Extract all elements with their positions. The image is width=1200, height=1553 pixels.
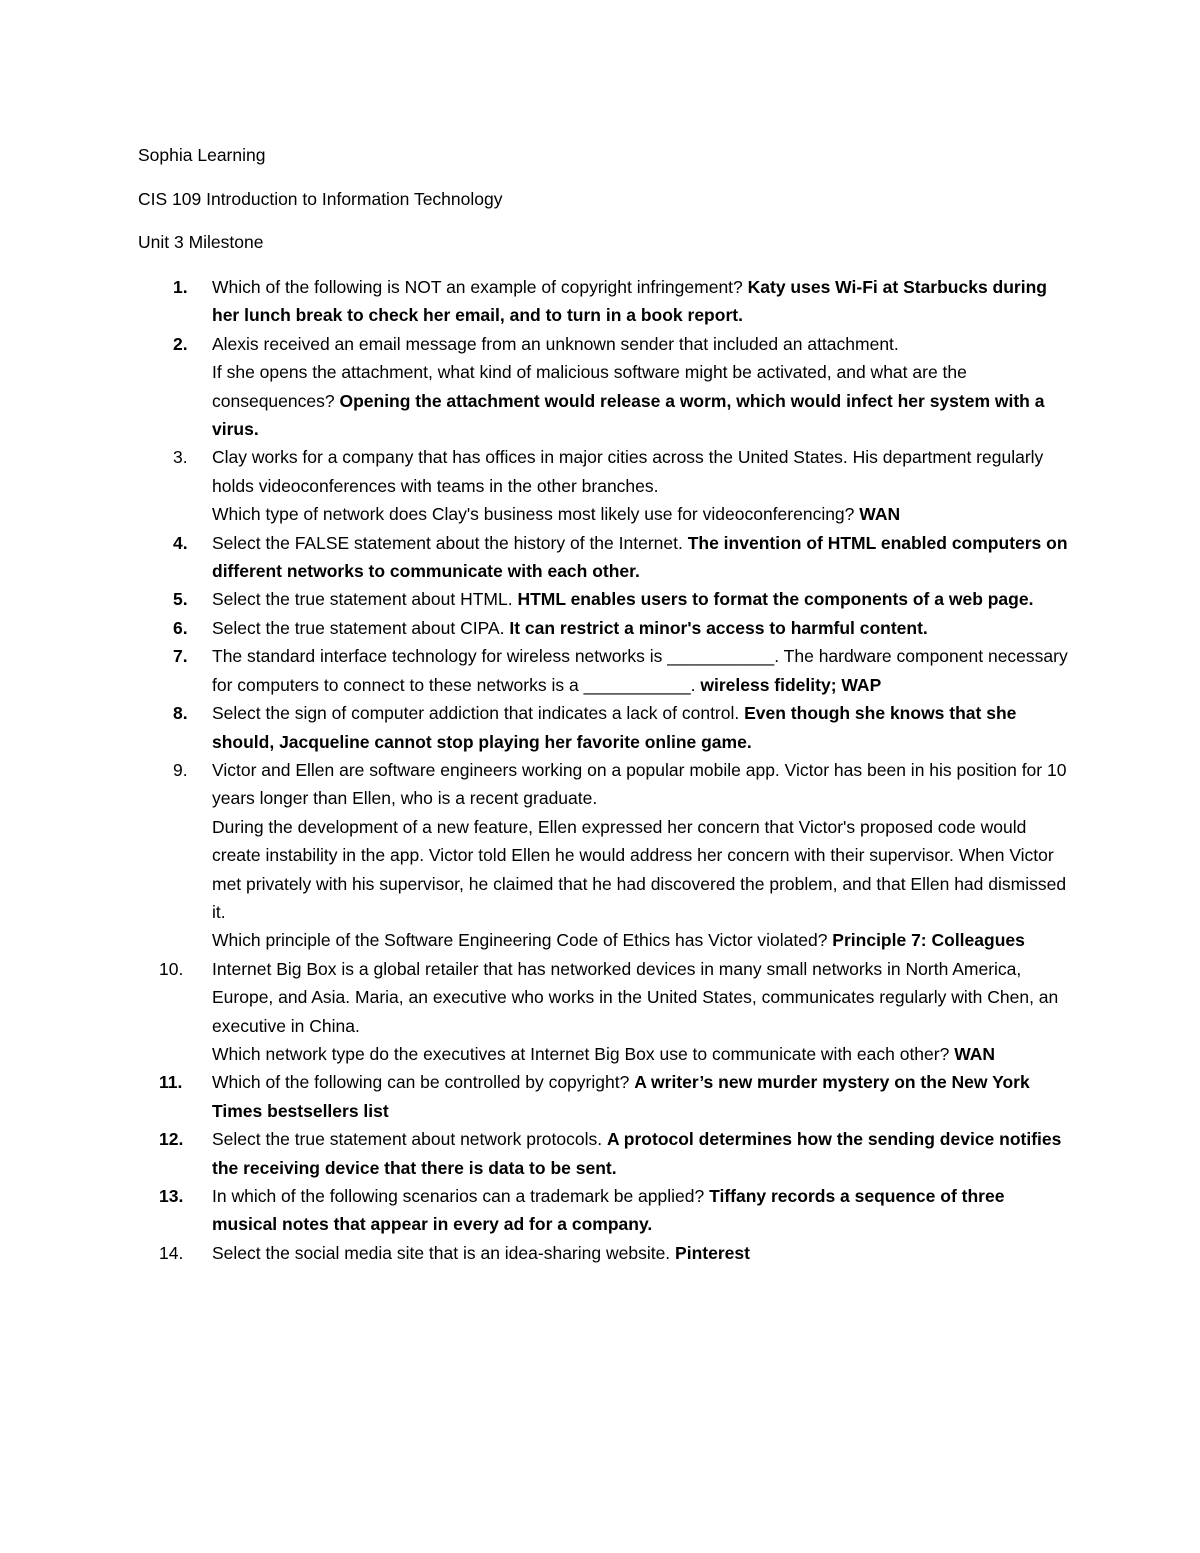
question-body (212, 699, 1073, 756)
answer-text: Even though she knows that she should, Jacqueline cannot stop playing her favorite online game. (212, 703, 1017, 752)
question-item-8 (138, 699, 1073, 756)
question-text: Select the true statement about network protocols. (212, 1129, 607, 1150)
question-body (212, 614, 1073, 642)
question-text: Which of the following is NOT an example of copyright infringement? (212, 277, 748, 297)
answer-text: It can restrict a minor's access to harmful content. (509, 617, 928, 638)
question-body (212, 955, 1073, 1069)
question-number: 11. (159, 1072, 183, 1093)
question-list (138, 273, 1073, 1267)
question-item-9 (138, 756, 1073, 955)
question-item-12 (138, 1125, 1073, 1182)
school-name: Sophia Learning (138, 145, 266, 165)
question-number: 4. (173, 532, 188, 553)
question-text: Which principle of the Software Engineering Code of Ethics has Victor violated? (212, 930, 833, 951)
question-paragraph (212, 926, 1073, 954)
answer-text: wireless fidelity; WAP (700, 674, 882, 695)
question-text: Select the true statement about CIPA. (212, 617, 510, 638)
question-item-11 (138, 1068, 1073, 1125)
question-item-14 (138, 1239, 1073, 1267)
question-body (212, 756, 1073, 955)
question-text: Internet Big Box is a global retailer that has networked devices in many small networks in North America, Europe, and Asia. Maria, an executive who works in the United States, communicates regularly with Chen, an executive in China. (212, 958, 1059, 1036)
question-number: 6. (173, 617, 188, 638)
question-item-5 (138, 585, 1073, 613)
question-item-4 (138, 529, 1073, 586)
question-text: Alexis received an email message from an unknown sender that included an attachment. (212, 333, 899, 354)
question-body (212, 443, 1073, 528)
answer-text: Tiffany records a sequence of three musical notes that appear in every ad for a company. (212, 1186, 1005, 1235)
question-text: The standard interface technology for wireless networks is ___________. The hardware component necessary for computers to connect to these networks is a ___________. (212, 646, 1068, 695)
answer-text: Opening the attachment would release a worm, which would infect her system with a virus. (212, 390, 1045, 440)
question-text: Which network type do the executives at Internet Big Box use to communicate with each other? (212, 1043, 955, 1064)
answer-text: HTML enables users to format the components of a web page. (517, 589, 1034, 610)
answer-text: Principle 7: Colleagues (832, 930, 1025, 951)
question-body (212, 273, 1073, 330)
question-text: During the development of a new feature, Ellen expressed her concern that Victor's proposed code would create instability in the app. Victor told Ellen he would address her concern with their supervisor. When Victor met privately with his supervisor, he claimed that he had discovered the problem, and that Ellen had dismissed it. (212, 816, 1067, 922)
answer-text: The invention of HTML enabled computers on different networks to communicate with each other. (212, 532, 1068, 582)
question-number: 13. (159, 1186, 184, 1206)
answer-text: Pinterest (675, 1242, 750, 1263)
question-number: 7. (173, 646, 188, 667)
question-item-2 (138, 330, 1073, 444)
answer-text: WAN (859, 504, 901, 525)
answer-text: Katy uses Wi-Fi at Starbucks during her lunch break to check her email, and to turn in a book report. (212, 277, 1047, 326)
question-body (212, 1068, 1073, 1125)
question-text: In which of the following scenarios can a trademark be applied? (212, 1186, 710, 1206)
question-text: Clay works for a company that has offices in major cities across the United States. His department regularly holds videoconferences with teams in the other branches. (212, 447, 1044, 496)
question-number: 14. (159, 1242, 184, 1263)
question-text: Select the true statement about HTML. (212, 589, 518, 610)
question-number: 10. (159, 958, 184, 979)
question-text: Which type of network does Clay's business most likely use for videoconferencing? (212, 504, 860, 525)
question-body (212, 1182, 1073, 1239)
question-text: Select the FALSE statement about the history of the Internet. (212, 532, 688, 553)
question-text: If she opens the attachment, what kind of malicious software might be activated, and what are the consequences? (212, 362, 967, 411)
question-body (212, 529, 1073, 586)
question-body (212, 585, 1073, 613)
question-body (212, 1239, 1073, 1267)
question-body (212, 642, 1073, 699)
question-item-1 (138, 273, 1073, 330)
question-text: Which of the following can be controlled by copyright? (212, 1072, 635, 1093)
question-text: Victor and Ellen are software engineers working on a popular mobile app. Victor has been in his position for 10 years longer than Ellen, who is a recent graduate. (212, 759, 1067, 809)
question-body (212, 330, 1073, 444)
question-number: 5. (173, 589, 188, 610)
question-item-3 (138, 443, 1073, 528)
question-number: 8. (173, 703, 188, 724)
question-number: 2. (173, 333, 188, 354)
answer-text: WAN (954, 1043, 996, 1064)
question-item-10 (138, 955, 1073, 1069)
answer-text: A writer’s new murder mystery on the New York Times bestsellers list (212, 1072, 1030, 1121)
question-text: Select the social media site that is an idea-sharing website. (212, 1242, 676, 1263)
unit-title: Unit 3 Milestone (138, 232, 264, 252)
question-number: 1. (173, 277, 188, 297)
question-text: Select the sign of computer addiction that indicates a lack of control. (212, 703, 745, 724)
course-title: CIS 109 Introduction to Information Technology (138, 189, 503, 209)
question-body (212, 1125, 1073, 1182)
question-number: 9. (173, 759, 188, 780)
question-paragraph (212, 500, 1073, 528)
question-item-6 (138, 614, 1073, 642)
question-number: 12. (159, 1129, 184, 1150)
question-paragraph (212, 358, 1073, 443)
answer-text: A protocol determines how the sending device notifies the receiving device that there is data to be sent. (212, 1129, 1062, 1178)
question-item-7 (138, 642, 1073, 699)
question-paragraph (212, 1040, 1073, 1068)
question-number: 3. (173, 447, 188, 468)
question-item-13 (138, 1182, 1073, 1239)
